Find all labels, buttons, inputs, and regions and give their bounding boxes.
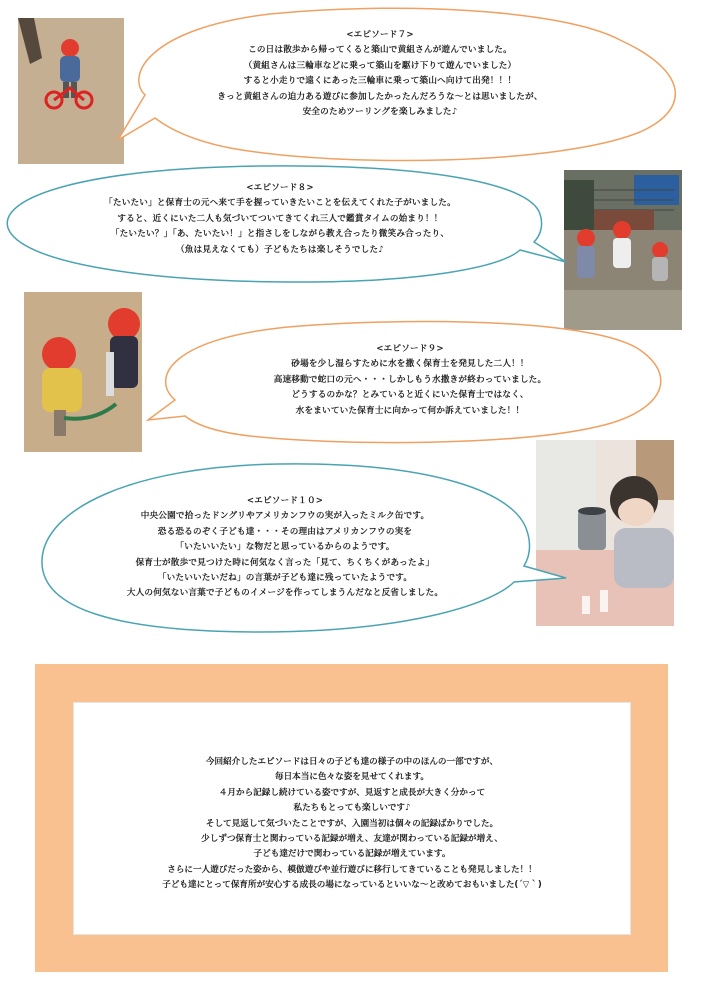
summary-text (74, 755, 630, 894)
episode-7-text (160, 28, 600, 120)
episode-line: すると、近くにいた二人も気づいてついてきてくれ三人で鑑賞タイムの始まり！！ (117, 213, 443, 224)
episode-line: （魚は見えなくても）子どもたちは楽しそうでした♪ (176, 244, 384, 255)
summary-line: 子ども達だけで関わっている記録が増えています。 (253, 849, 451, 860)
episode-line: 「いたいいたいだね」の言葉が子ども達に残っていたようです。 (157, 573, 413, 584)
episode-title: <エピソード７> (346, 30, 414, 40)
episode-title: <エピソード８> (246, 183, 314, 193)
episode-line: 安全のためツーリングを楽しみました♪ (302, 107, 458, 118)
summary-line: 今回紹介したエピソードは日々の子ども達の様子の中のほんの一部ですが、 (205, 757, 499, 767)
episode-line: この日は散歩から帰ってくると築山で黄組さんが遊んでいました。 (248, 45, 512, 56)
episode-9-text (200, 342, 620, 419)
episode-line: 砂場を少し湿らすために水を撒く保育士を発見した二人！！ (291, 359, 529, 370)
episode-10-text (70, 494, 500, 602)
episode-line: 大人の何気ない言葉で子どものイメージを作ってしまうんだなと反省しました。 (126, 588, 444, 599)
episode-8-text (60, 181, 500, 258)
summary-line: 子ども達にとって保育所が安心する成長の場になっているといいな～と改めておもいました(´▽｀) (162, 880, 542, 891)
episode-line: 「たいたい」と保育士の元へ来て手を握っていきたいことを伝えてくれた子がいました。 (104, 198, 456, 209)
summary-frame (35, 664, 668, 972)
episode-line: すると小走りで遠くにあった三輪車に乗って築山へ向けて出発！！！ (243, 76, 517, 87)
summary-line: 私たちもとっても楽しいです♪ (293, 803, 411, 814)
summary-line: 毎日本当に色々な姿を見せてくれます。 (274, 772, 429, 783)
episode-line: きっと黄組さんの迫力ある遊びに参加したかったんだろうな～とは思いましたが、 (217, 91, 543, 102)
episode-line: 水をまいていた保育士に向かって何か訴えていました！！ (295, 405, 525, 416)
episode-line: 保育士が散歩で見つけた時に何気なく言った「見て、ちくちくがあったよ」 (135, 557, 435, 568)
summary-line: 少しずつ保育士と関わっている記録が増え、友達が関わっている記録が増え、 (201, 834, 503, 845)
summary-line: さらに一人遊びだった姿から、模倣遊びや並行遊びに移行してきていることも発見しました！！ (167, 864, 537, 875)
episode-line: 中央公園で拾ったドングリやアメリカンフウの実が入ったミルク缶です。 (140, 511, 430, 522)
summary-panel (73, 702, 631, 935)
summary-line: そして見返して気づいたことですが、入園当初は個々の記録ばかりでした。 (205, 818, 499, 829)
episode-title: <エピソード１０> (246, 496, 324, 506)
episode-line: どうするのかな？とみていると近くにいた保育士ではなく、 (291, 390, 529, 401)
episode-line: 恐る恐るのぞく子ども達・・・その理由はアメリカンフウの実を (157, 526, 413, 537)
episode-line: 「いたいいたい」な物だと思っているからのようです。 (175, 542, 395, 553)
episode-line: 高速移動で蛇口の元へ・・・しかしもう水撒きが終わっていました。 (273, 374, 547, 385)
episode-line: （黄組さんは三輪車などに乗って築山を駆け下りて遊んでいました） (243, 60, 517, 71)
episode-title: <エピソード９> (376, 344, 444, 354)
episode-line: 「たいたい？」「あ、たいたい！」と指さしをしながら教え合ったり微笑み合ったり、 (110, 229, 450, 240)
summary-line: ４月から記録し続けている姿ですが、見返すと成長が大きく分かって (218, 787, 486, 798)
